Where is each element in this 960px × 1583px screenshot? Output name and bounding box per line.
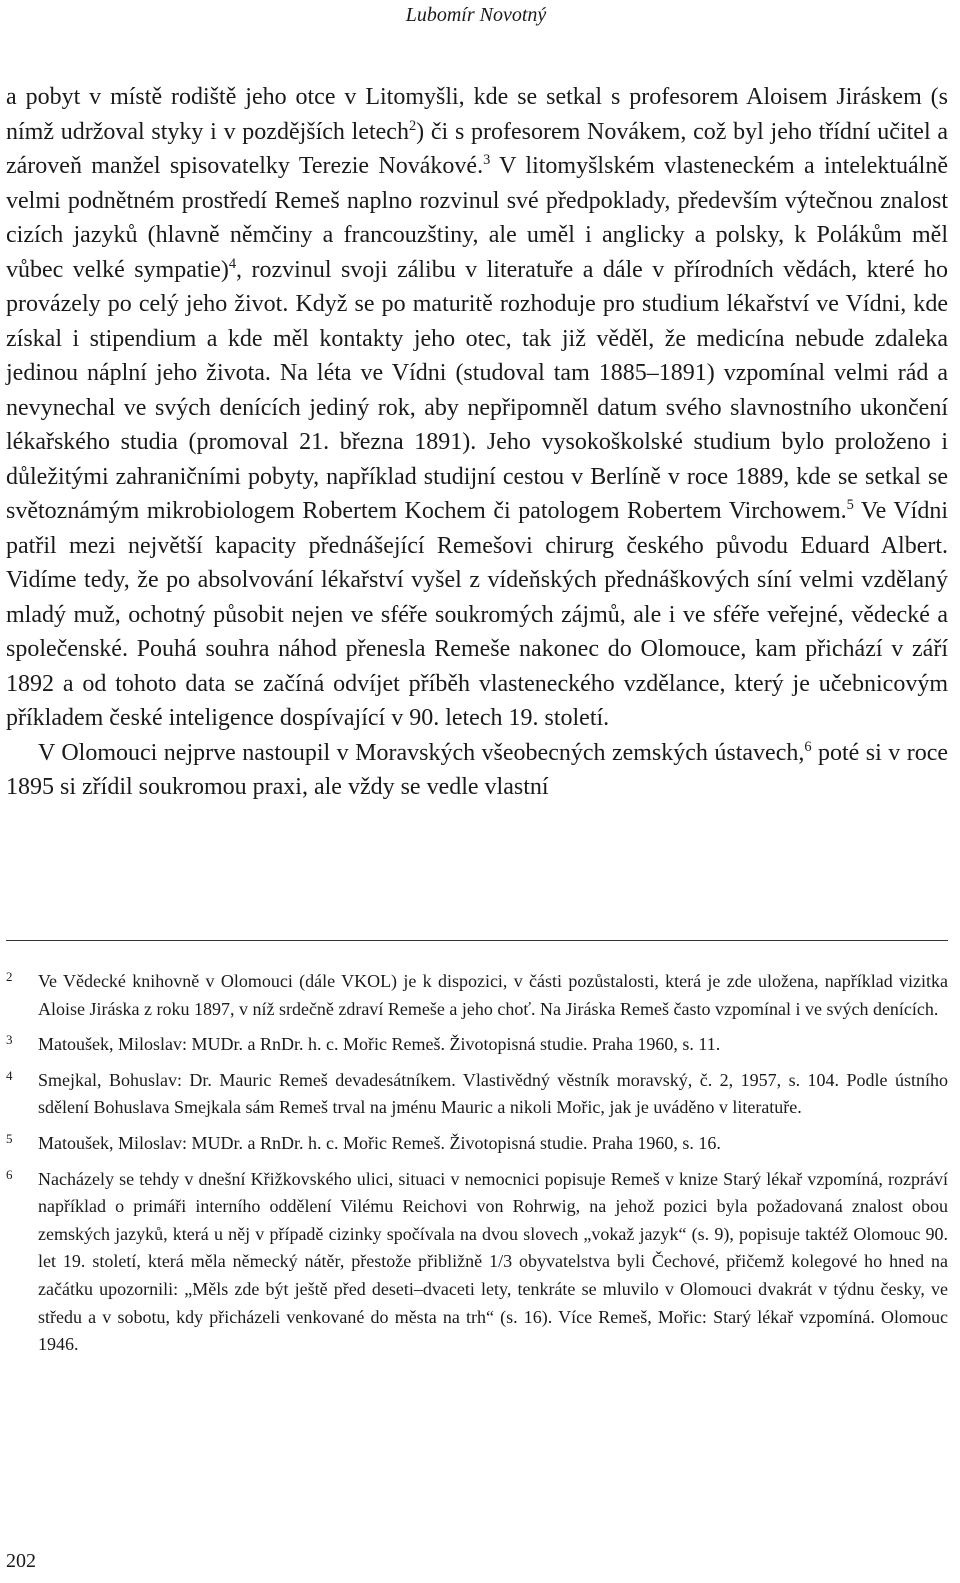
footnote-ref-4[interactable]: 4 bbox=[228, 255, 237, 272]
footnote-text: Matoušek, Miloslav: MUDr. a RnDr. h. c. Mořic Remeš. Životopisná studie. Praha 1960, s. 16. bbox=[38, 1132, 721, 1153]
footnote-4 bbox=[6, 1067, 948, 1122]
footnote-ref-5[interactable]: 5 bbox=[846, 497, 854, 513]
footnotes bbox=[6, 968, 948, 1367]
footnote-text: Ve Vědecké knihovně v Olomouci (dále VKOL) je k dispozici, v části pozůstalosti, která je zde uložena, například vizitka Aloise Jiráska z roku 1897, v níž srdečně zdraví Remeše a jeho choť. Na Jiráska Remeš často vzpomínal i ve svých denících. bbox=[38, 971, 948, 1019]
main-text bbox=[6, 80, 948, 805]
footnote-text: Nacházely se tehdy v dnešní Křižkovského ulici, situaci v nemocnici popisuje Remeš v knize Starý lékař vzpomíná, rozpráví například o primáři interního oddělení Vilému Reichovi von Rohrwig, na jehož pozici byla požadovaná znalost obou zemských jazyků, která u něj v případě cizinky spočívala na dvou slovech „vokaž jazyk“ (s. 9), popisuje taktéž Olomouc 90. let 19. století, která měla německý nátěr, přestože přibližně 1/3 obyvatelstva byli Čechové, přičemž kolegové ho hned na začátku upozornili: „Měls zde být ještě před deseti–dvaceti lety, tenkráte se mluvilo v Olomouci dvakrát v týdnu česky, ve středu a v sobotu, kdy přicházeli venkované do města na trh“ (s. 16). Více Remeš, Mořic: Starý lékař vzpomíná. Olomouc 1946. bbox=[38, 1168, 948, 1355]
text-run: V Olomouci nejprve nastoupil v Moravských všeobecných zemských ústavech, bbox=[38, 739, 805, 766]
header-author: Lubomír Novotný bbox=[405, 4, 547, 26]
footnote-number: 6 bbox=[6, 1166, 13, 1182]
footnote-3 bbox=[6, 1031, 948, 1059]
text-run: Ve Vídni patřil mezi největší kapacity přednášející Remešovi chirurg českého původu Eduard Albert. Vidíme tedy, že po absolvování lékařství vyšel z vídeňských přednáškových síní velmi vzdělaný mladý muž, ochotný působit nejen ve sféře soukromých zájmů, ale i ve sféře veřejné, vědecké a společenské. Pouhá souhra náhod přenesla Remeše nakonec do Olomouce, kam přichází v září 1892 a od tohoto data se začíná odvíjet příběh vlasteneckého vzdělance, který je učebnicovým příkladem české inteligence dospívající v 90. letech 19. století. bbox=[6, 498, 949, 731]
footnote-number: 2 bbox=[6, 969, 13, 984]
footnote-6 bbox=[6, 1166, 948, 1359]
text-run: poté si v roce 1895 si zřídil soukromou praxi, ale vždy se vedle vlastní bbox=[6, 739, 949, 800]
paragraph-1 bbox=[6, 80, 948, 736]
footnote-number: 5 bbox=[6, 1130, 13, 1146]
footnote-text: Smejkal, Bohuslav: Dr. Mauric Remeš devadesátníkem. Vlastivědný věstník moravský, č. 2, 1957, s. 104. Podle ústního sdělení Bohuslava Smejkala sám Remeš trval na jménu Mauric a nikoli Mořic, jak je uváděno v literatuře. bbox=[38, 1069, 948, 1118]
footnote-text: Matoušek, Miloslav: MUDr. a RnDr. h. c. Mořic Remeš. Životopisná studie. Praha 1960, s. 11. bbox=[38, 1034, 721, 1055]
footnote-ref-2[interactable]: 2 bbox=[408, 117, 417, 134]
footnote-ref-3[interactable]: 3 bbox=[483, 152, 491, 168]
text-run: ) či s profesorem Novákem, což byl jeho třídní učitel a zároveň manžel spisovatelky Terezie Novákové. bbox=[6, 118, 949, 179]
paragraph-2 bbox=[6, 736, 948, 805]
footnote-2 bbox=[6, 968, 948, 1023]
footnote-separator bbox=[6, 940, 948, 941]
text-run: , rozvinul svoji zálibu v literatuře a dále v přírodních vědách, které ho provázely po celý jeho život. Když se po maturitě rozhoduje pro studium lékařství ve Vídni, kde získal i stipendium a kde měl kontakty jeho otec, tak již věděl, že medicína nebude zdaleka jedinou náplní jeho života. Na léta ve Vídni (studoval tam 1885–1891) vzpomínal velmi rád a nevynechal ve svých denících jediný rok, aby nepřipomněl datum svého slavnostního ukončení lékařského studia (promoval 21. března 1891). Jeho vysokoškolské studium bylo proloženo i důležitými zahraničními pobyty, například studijní cestou v Berlíně v roce 1889, kde se setkal se světoznámým mikrobiologem Robertem Kochem či patologem Robertem Virchowem. bbox=[6, 256, 948, 524]
page-number: 202 bbox=[6, 1550, 36, 1572]
footnote-ref-6[interactable]: 6 bbox=[804, 738, 812, 755]
footnote-number: 4 bbox=[6, 1067, 13, 1083]
running-header bbox=[0, 2, 952, 28]
footnote-number: 3 bbox=[6, 1032, 13, 1048]
text-run: V litomyšlském vlasteneckém a intelektuálně velmi podnětném prostředí Remeš naplno rozvinul své předpoklady, především výtečnou znalost cizích jazyků (hlavně němčiny a francouzštiny, ale uměl i anglicky a polsky, k Polákům měl vůbec velké sympatie) bbox=[6, 153, 948, 283]
text-run: a pobyt v místě rodiště jeho otce v Litomyšli, kde se setkal s profesorem Aloisem Jiráskem (s nímž udržoval styky i v pozdějších letech bbox=[6, 84, 948, 145]
footnote-5 bbox=[6, 1130, 948, 1158]
